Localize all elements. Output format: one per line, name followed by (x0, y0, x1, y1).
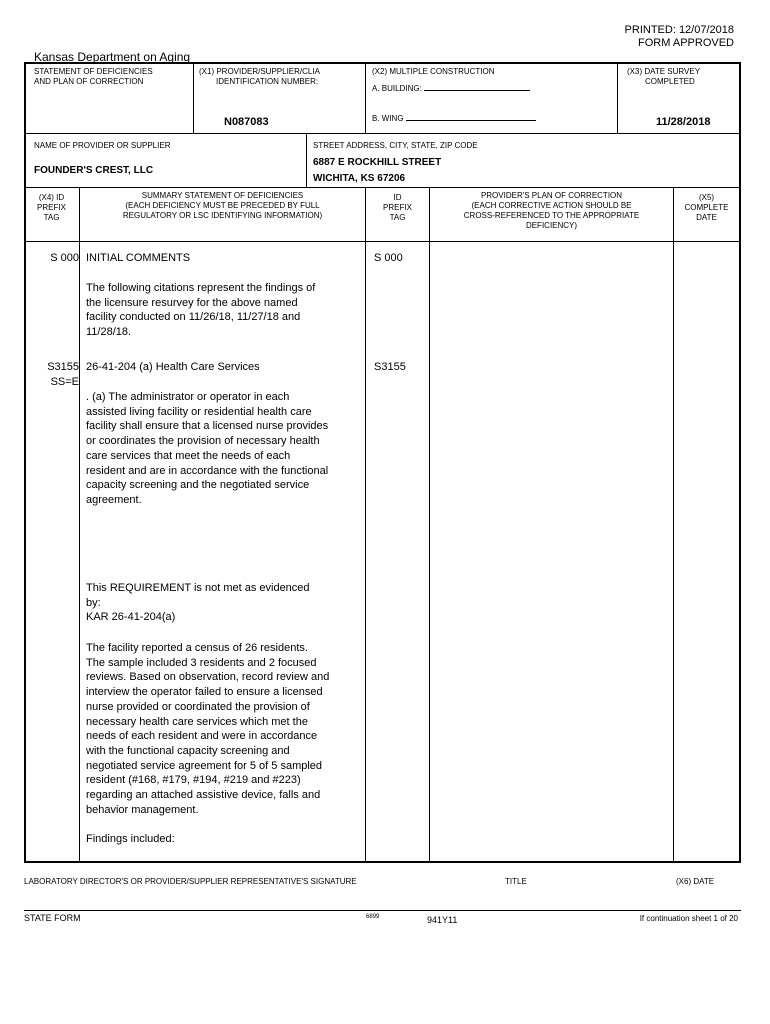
divider-top-box (24, 133, 741, 134)
divider-provider (306, 133, 307, 187)
summary-header (80, 191, 365, 221)
plan-header-4: DEFICIENCY) (525, 221, 578, 230)
agency-name: Kansas Department on Aging (34, 50, 191, 64)
provider-id-number: N087083 (224, 116, 269, 128)
form-approved: FORM APPROVED (638, 37, 734, 49)
continuation-sheet: If continuation sheet 1 of 20 (639, 914, 738, 923)
building-label (372, 84, 530, 94)
col-divider-1 (79, 187, 80, 861)
x4-header-1: (X4) ID (38, 193, 65, 202)
plan-header-1: PROVIDER'S PLAN OF CORRECTION (480, 191, 623, 200)
divider-column-headers (24, 241, 741, 242)
divider-provider-bottom (24, 187, 741, 188)
row2-findings-included: Findings included: (86, 833, 175, 845)
x3-label-1: (X3) DATE SURVEY (627, 67, 701, 76)
divider-x1 (193, 62, 194, 133)
row2-regulation-text: . (a) The administrator or operator in each assisted living facility or residential health care facility shall ensure that a licensed nurse provides or coordinates the provision of necessary health care services that meet the needs of each resident and are in accordance with the functional capacity screening and the negotiated service agreement. (86, 391, 329, 506)
address-line-2: WICHITA, KS 67206 (313, 173, 406, 184)
row2-requirement-text: This REQUIREMENT is not met as evidenced by: KAR 26-41-204(a) (86, 582, 310, 624)
plan-header (430, 191, 673, 231)
printed-date: PRINTED: 12/07/2018 (624, 24, 734, 36)
footer-divider (24, 910, 741, 911)
row2-id-tag: S3155 (374, 361, 406, 373)
frame-right (739, 62, 741, 863)
signature-label: LABORATORY DIRECTOR'S OR PROVIDER/SUPPLIER REPRESENTATIVE'S SIGNATURE (24, 877, 357, 886)
plan-header-3: CROSS-REFERENCED TO THE APPROPRIATE (463, 211, 640, 220)
wing-field-line (406, 120, 536, 121)
col-divider-3 (429, 187, 430, 861)
divider-x2 (365, 62, 366, 133)
id-header-2: PREFIX (383, 203, 412, 212)
x4-header-2: PREFIX (37, 203, 66, 212)
provider-name: FOUNDER'S CREST, LLC (34, 165, 154, 176)
frame-bottom (24, 861, 741, 863)
state-form-label: STATE FORM (24, 913, 81, 923)
title-label: TITLE (505, 877, 527, 886)
summary-header-2: (EACH DEFICIENCY MUST BE PRECEDED BY FULL (125, 201, 320, 210)
id-header-1: ID (393, 193, 402, 202)
plan-header-2: (EACH CORRECTIVE ACTION SHOULD BE (471, 201, 632, 210)
address-line-1: 6887 E ROCKHILL STREET (313, 157, 442, 168)
form-code: 6899 (366, 914, 380, 920)
building-field-line (424, 90, 530, 91)
building-label-text: A. BUILDING: (372, 84, 422, 93)
x1-label-1: (X1) PROVIDER/SUPPLIER/CLIA (199, 67, 320, 76)
event-id: 941Y11 (427, 915, 458, 925)
x5-header-2: COMPLETE (684, 203, 729, 212)
x6-date-label: (X6) DATE (676, 877, 715, 886)
row1-paragraph: The following citations represent the findings of the licensure resurvey for the above named facility conducted on 11/26/18, 11/27/18 and 11/28/18. (86, 282, 316, 339)
id-header (366, 193, 429, 223)
col-divider-4 (673, 187, 674, 861)
wing-label (372, 114, 536, 124)
x2-label: (X2) MULTIPLE CONSTRUCTION (372, 67, 495, 76)
statement-label-2: AND PLAN OF CORRECTION (34, 77, 144, 86)
x5-header (674, 193, 739, 223)
survey-completed-date: 11/28/2018 (656, 116, 711, 128)
row2-title: 26-41-204 (a) Health Care Services (86, 361, 260, 373)
x5-header-3: DATE (696, 213, 717, 222)
address-label: STREET ADDRESS, CITY, STATE, ZIP CODE (313, 141, 478, 150)
provider-name-label: NAME OF PROVIDER OR SUPPLIER (34, 141, 171, 150)
wing-label-text: B. WING (372, 114, 404, 123)
row1-prefix-tag: S 000 (50, 252, 79, 264)
summary-header-1: SUMMARY STATEMENT OF DEFICIENCIES (141, 191, 304, 200)
row2-prefix-tag: S3155 (47, 361, 79, 373)
frame-left (24, 62, 26, 863)
row1-id-tag: S 000 (374, 252, 403, 264)
frame-top (24, 62, 741, 64)
row2-scope-severity: SS=E (50, 376, 79, 388)
row2-findings-summary: The facility reported a census of 26 residents. The sample included 3 residents and 2 focused reviews. Based on observation, record review and interview the operator failed to ensure a licensed nurse provided or coordinated the provision of necessary health care services which met the needs of each resident and were in accordance with the functional capacity screening and negotiated service agreement for 5 of 5 sampled resident (#168, #179, #194, #219 and #223) regarding an attached assistive device, falls and behavior management. (86, 642, 330, 816)
divider-x3 (617, 62, 618, 133)
statement-label-1: STATEMENT OF DEFICIENCIES (34, 67, 153, 76)
x1-label-2: IDENTIFICATION NUMBER: (216, 77, 319, 86)
x4-header (24, 193, 79, 223)
x4-header-3: TAG (43, 213, 60, 222)
x3-label-2: COMPLETED (645, 77, 695, 86)
id-header-3: TAG (389, 213, 406, 222)
col-divider-2 (365, 187, 366, 861)
summary-header-3: REGULATORY OR LSC IDENTIFYING INFORMATION) (122, 211, 323, 220)
row1-title: INITIAL COMMENTS (86, 252, 191, 264)
x5-header-1: (X5) (698, 193, 715, 202)
